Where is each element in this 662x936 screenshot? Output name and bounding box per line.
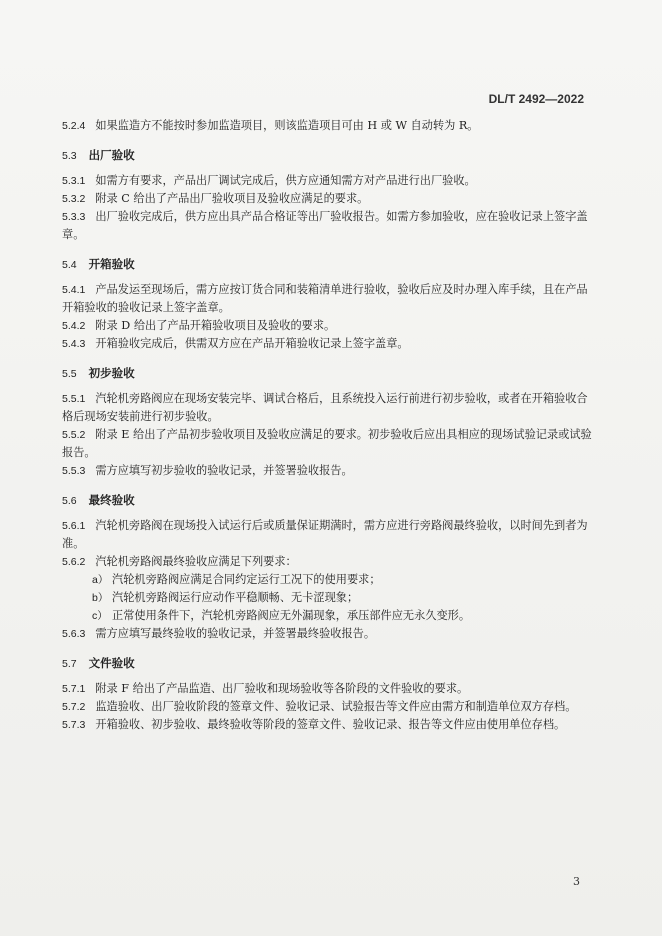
clause-5-3-2: 5.3.2 附录 C 给出了产品出厂验收项目及验收应满足的要求。 (62, 192, 369, 205)
section-heading-5-3: 5.3 出厂验收 (62, 148, 135, 162)
clause-5-4-2: 5.4.2 附录 D 给出了产品开箱验收项目及验收的要求。 (62, 319, 336, 332)
clause-5-5-2: 5.5.2 附录 E 给出了产品初步验收项目及验收应满足的要求。初步验收后应出具相应的现场试验记录或试验报告。 (62, 428, 592, 459)
section-heading-5-4: 5.4 开箱验收 (62, 257, 135, 271)
page-number: 3 (573, 875, 580, 888)
document-body (62, 117, 592, 734)
clause-5-5-1: 5.5.1 汽轮机旁路阀应在现场安装完毕、调试合格后，且系统投入运行前进行初步验收，或者在开箱验收合格后现场安装前进行初步验收。 (62, 392, 588, 423)
clause-5-3-1: 5.3.1 如需方有要求，产品出厂调试完成后，供方应通知需方对产品进行出厂验收。 (62, 174, 476, 187)
section-heading-5-7: 5.7 文件验收 (62, 656, 135, 670)
clause-5-7-1: 5.7.1 附录 F 给出了产品监造、出厂验收和现场验收等各阶段的文件验收的要求。 (62, 682, 469, 695)
clause-5-4-1: 5.4.1 产品发运至现场后，需方应按订货合同和装箱清单进行验收，验收后应及时办理入库手续，且在产品开箱验收的验收记录上签字盖章。 (62, 283, 588, 314)
clause-5-7-3: 5.7.3 开箱验收、初步验收、最终验收等阶段的签章文件、验收记录、报告等文件应由使用单位存档。 (62, 718, 566, 731)
clause-5-6-2: 5.6.2 汽轮机旁路阀最终验收应满足下列要求： (62, 555, 297, 568)
section-heading-5-5: 5.5 初步验收 (62, 366, 135, 380)
clause-5-4-3: 5.4.3 开箱验收完成后，供需双方应在产品开箱验收记录上签字盖章。 (62, 337, 409, 350)
clause-5-6-1: 5.6.1 汽轮机旁路阀在现场投入试运行后或质量保证期满时，需方应进行旁路阀最终验收，以时间先到者为准。 (62, 519, 588, 550)
list-item-c: c） 正常使用条件下，汽轮机旁路阀应无外漏现象，承压部件应无永久变形。 (92, 609, 471, 622)
list-item-b: b） 汽轮机旁路阀运行应动作平稳顺畅、无卡涩现象； (92, 591, 359, 604)
section-heading-5-6: 5.6 最终验收 (62, 493, 135, 507)
clause-5-7-2: 5.7.2 监造验收、出厂验收阶段的签章文件、验收记录、试验报告等文件应由需方和制造单位双方存档。 (62, 700, 577, 713)
list-item-a: a） 汽轮机旁路阀应满足合同约定运行工况下的使用要求； (92, 573, 381, 586)
clause-5-5-3: 5.5.3 需方应填写初步验收的验收记录，并签署验收报告。 (62, 464, 353, 477)
clause-5-3-3: 5.3.3 出厂验收完成后，供方应出具产品合格证等出厂验收报告。如需方参加验收，应在验收记录上签字盖章。 (62, 210, 588, 241)
document-code: DL/T 2492—2022 (488, 92, 584, 106)
clause-5-6-3: 5.6.3 需方应填写最终验收的验收记录，并签署最终验收报告。 (62, 627, 376, 640)
clause-5-2-4: 5.2.4 如果监造方不能按时参加监造项目，则该监造项目可由 H 或 W 自动转为 R。 (62, 119, 479, 132)
